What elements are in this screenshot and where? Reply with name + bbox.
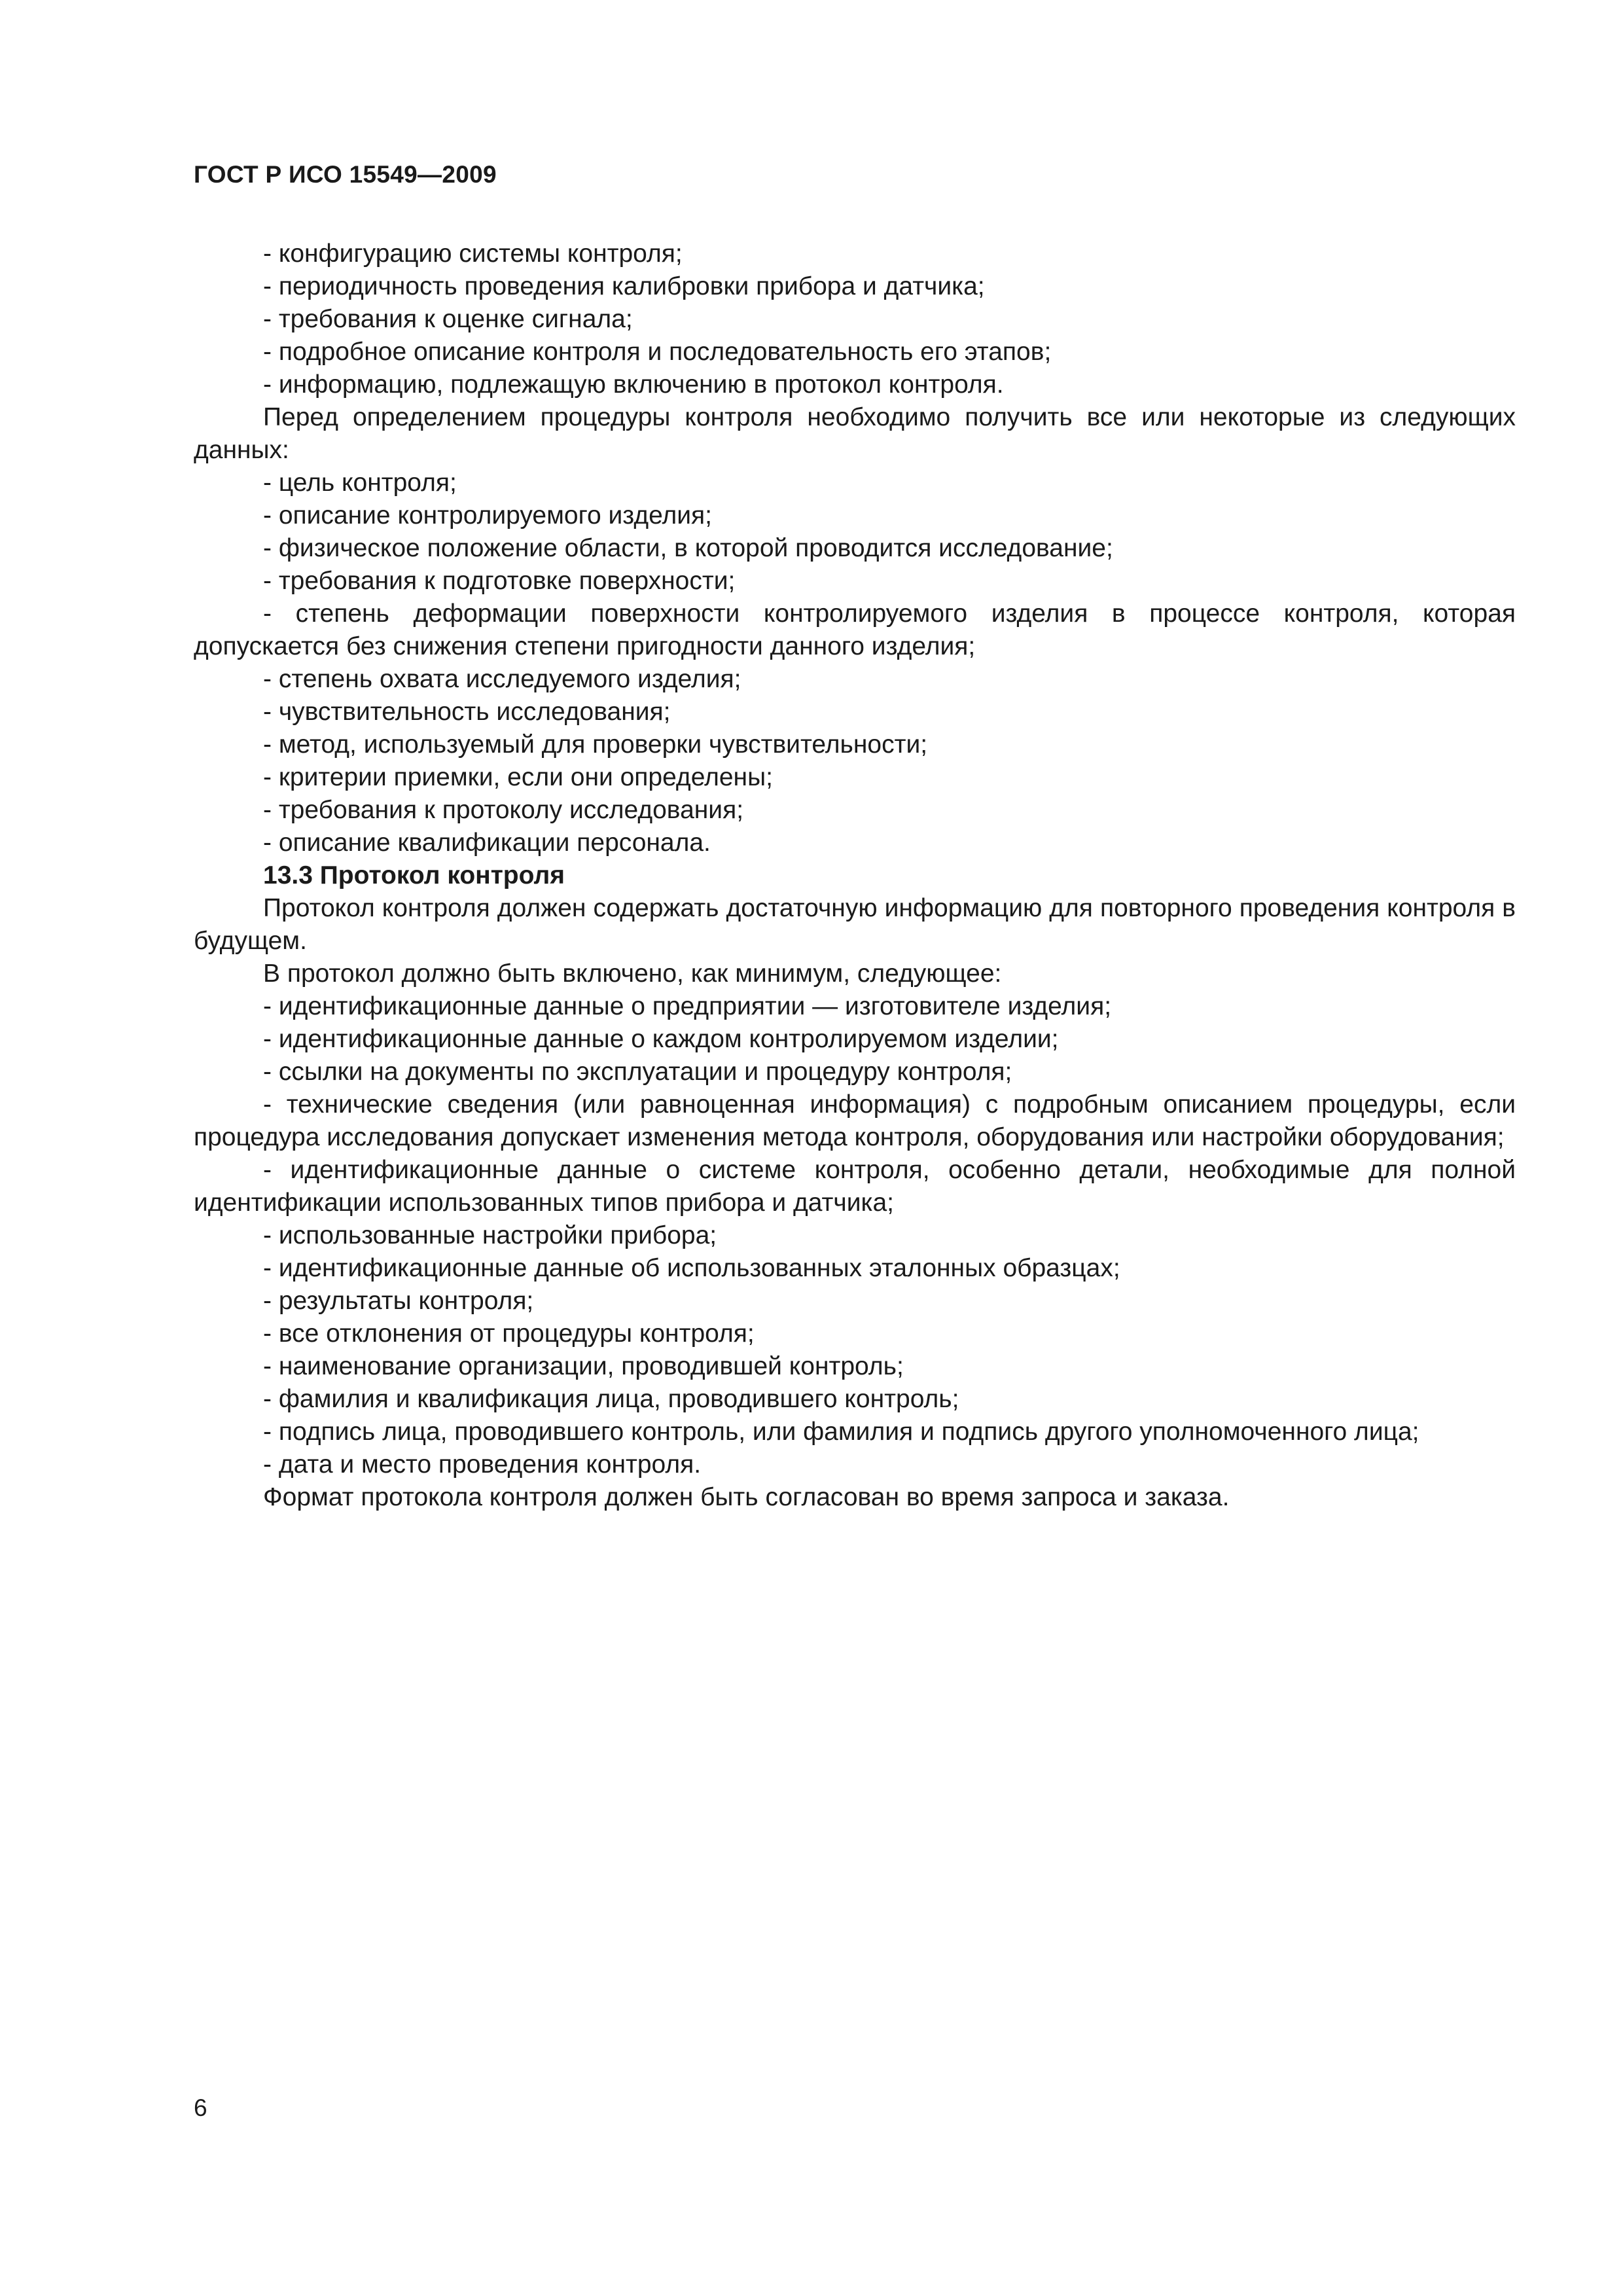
page-number: 6 (194, 2094, 207, 2121)
list-item: - подпись лица, проводившего контроль, или фамилия и подпись другого уполномоченного лица; (263, 1418, 1419, 1446)
paragraph: Протокол контроля должен содержать достаточную информацию для повторного проведения контроля в будущем. (194, 894, 1516, 955)
document-body (194, 238, 1516, 1514)
list-item: - дата и место проведения контроля. (263, 1450, 702, 1479)
list-item: - идентификационные данные о каждом контролируемом изделии; (263, 1025, 1059, 1053)
list-item: - результаты контроля; (263, 1287, 534, 1315)
list-item: - наименование организации, проводившей контроль; (263, 1352, 904, 1380)
list-item: - технические сведения (или равноценная информация) с подробным описанием процедуры, если процедура исследования допускает изменения метода контроля, оборудования или настройки оборудования; (194, 1090, 1516, 1151)
section-heading: 13.3 Протокол контроля (263, 861, 565, 889)
list-item: - физическое положение области, в которой проводится исследование; (263, 534, 1113, 562)
list-item: - степень деформации поверхности контролируемого изделия в процессе контроля, которая допускается без снижения степени пригодности данного изделия; (194, 600, 1516, 660)
list-item: - фамилия и квалификация лица, проводившего контроль; (263, 1385, 959, 1413)
list-item: - идентификационные данные о предприятии — изготовителе изделия; (263, 992, 1112, 1020)
list-item: - требования к оценке сигнала; (263, 305, 633, 333)
document-header: ГОСТ Р ИСО 15549—2009 (194, 161, 497, 188)
paragraph: Формат протокола контроля должен быть согласован во время запроса и заказа. (263, 1483, 1230, 1511)
list-item: - все отклонения от процедуры контроля; (263, 1319, 755, 1348)
list-item: - информацию, подлежащую включению в протокол контроля. (263, 370, 1004, 399)
list-item: - требования к подготовке поверхности; (263, 567, 736, 595)
paragraph: В протокол должно быть включено, как минимум, следующее: (263, 960, 1002, 988)
list-item: - использованные настройки прибора; (263, 1221, 717, 1249)
list-item: - ссылки на документы по эксплуатации и процедуру контроля; (263, 1058, 1012, 1086)
list-item: - подробное описание контроля и последовательность его этапов; (263, 338, 1052, 366)
list-item: - метод, используемый для проверки чувствительности; (263, 730, 928, 759)
list-item: - цель контроля; (263, 469, 457, 497)
list-item: - чувствительность исследования; (263, 698, 671, 726)
list-item: - идентификационные данные о системе контроля, особенно детали, необходимые для полной идентификации использованных типов прибора и датчика; (194, 1156, 1516, 1217)
list-item: - конфигурацию системы контроля; (263, 240, 683, 268)
paragraph: Перед определением процедуры контроля необходимо получить все или некоторые из следующих данных: (194, 403, 1516, 464)
list-item: - требования к протоколу исследования; (263, 796, 744, 824)
list-item: - степень охвата исследуемого изделия; (263, 665, 741, 693)
list-item: - периодичность проведения калибровки прибора и датчика; (263, 272, 985, 300)
list-item: - критерии приемки, если они определены; (263, 763, 773, 791)
list-item: - описание квалификации персонала. (263, 829, 711, 857)
list-item: - описание контролируемого изделия; (263, 501, 712, 529)
list-item: - идентификационные данные об использованных эталонных образцах; (263, 1254, 1120, 1282)
